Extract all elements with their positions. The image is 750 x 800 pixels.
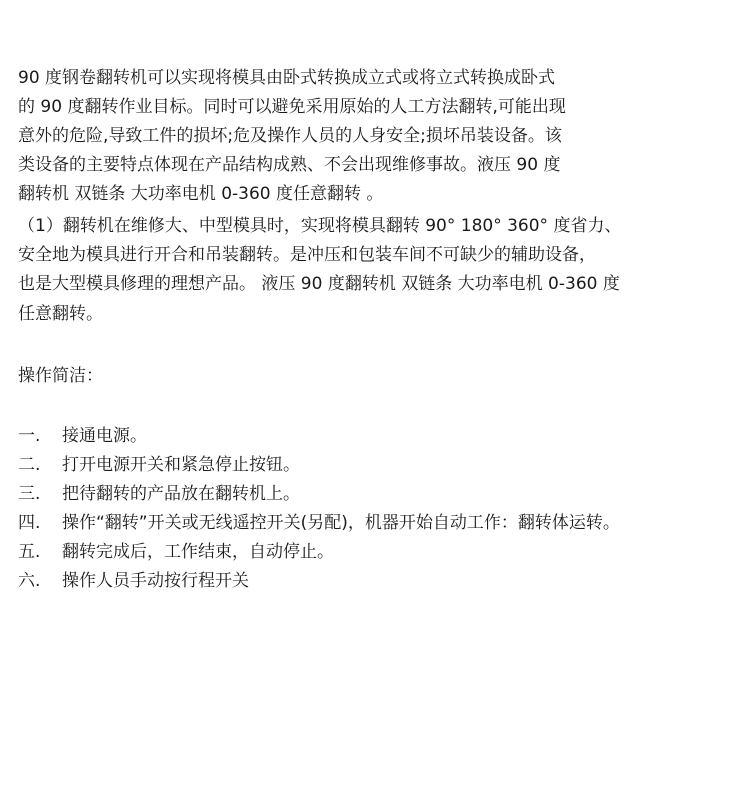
step-item bbox=[18, 453, 300, 477]
step-number: 五. bbox=[18, 542, 41, 562]
paragraph2-line-4: 任意翻转。 bbox=[18, 304, 103, 324]
paragraph1-line-3: 意外的危险,导致工件的损坏;危及操作人员的人身安全;损坏吊装设备。该 bbox=[18, 126, 562, 146]
step-item bbox=[18, 569, 249, 593]
paragraph2-line-1: （1）翻转机在维修大、中型模具时，实现将模具翻转 90° 180° 360° 度省力、 bbox=[18, 216, 622, 236]
step-text: 把待翻转的产品放在翻转机上。 bbox=[62, 484, 300, 504]
step-text: 打开电源开关和紧急停止按钮。 bbox=[62, 455, 300, 475]
step-item bbox=[18, 540, 334, 564]
step-number: 四. bbox=[18, 513, 41, 533]
step-text: 操作“翻转”开关或无线遥控开关(另配)，机器开始自动工作：翻转体运转。 bbox=[62, 513, 620, 533]
section-heading: 操作简洁： bbox=[18, 366, 103, 386]
step-number: 二. bbox=[18, 455, 41, 475]
step-text: 接通电源。 bbox=[62, 426, 147, 446]
paragraph1-line-1: 90 度钢卷翻转机可以实现将模具由卧式转换成立式或将立式转换成卧式 bbox=[18, 68, 556, 88]
step-item bbox=[18, 424, 147, 448]
step-number: 六. bbox=[18, 571, 41, 591]
step-number: 一. bbox=[18, 426, 41, 446]
step-number: 三. bbox=[18, 484, 41, 504]
paragraph2-line-2: 安全地为模具进行开合和吊装翻转。是冲压和包装车间不可缺少的辅助设备， bbox=[18, 245, 596, 265]
paragraph1-line-2: 的 90 度翻转作业目标。同时可以避免采用原始的人工方法翻转,可能出现 bbox=[18, 97, 566, 117]
paragraph1-line-5: 翻转机 双链条 大功率电机 0-360 度任意翻转 。 bbox=[18, 184, 384, 204]
paragraph2-line-3: 也是大型模具修理的理想产品。 液压 90 度翻转机 双链条 大功率电机 0-360 度 bbox=[18, 274, 620, 294]
paragraph1-line-4: 类设备的主要特点体现在产品结构成熟、不会出现维修事故。液压 90 度 bbox=[18, 155, 561, 175]
step-text: 操作人员手动按行程开关 bbox=[62, 571, 249, 591]
step-item bbox=[18, 511, 620, 535]
step-text: 翻转完成后，工作结束，自动停止。 bbox=[62, 542, 334, 562]
step-item bbox=[18, 482, 300, 506]
